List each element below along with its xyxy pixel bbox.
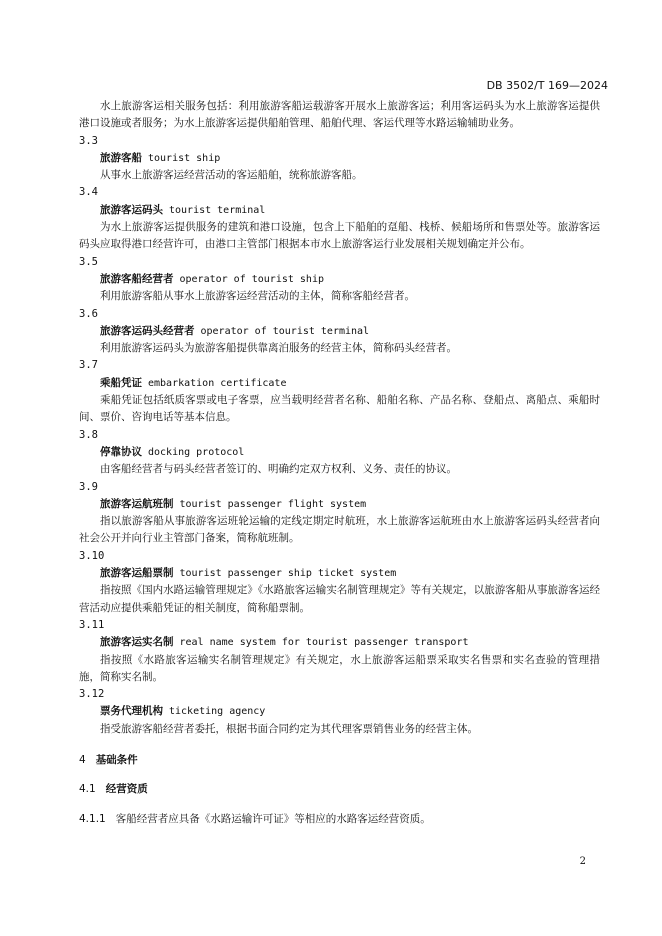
term-name-zh: 旅游客运航班制 bbox=[100, 497, 174, 510]
term-number: 3.10 bbox=[79, 549, 105, 562]
term-title bbox=[79, 565, 600, 582]
term-definition: 指以旅游客船从事旅游客运班轮运输的定线定期定时航班，水上旅游客运航班由水上旅游客运码头经营者向社会公开并向行业主管部门备案，简称航班制。 bbox=[79, 515, 600, 545]
term-entry bbox=[79, 254, 600, 306]
term-title bbox=[79, 634, 600, 651]
term-entry bbox=[79, 479, 600, 548]
term-number: 3.3 bbox=[79, 134, 98, 147]
section-title: 基础条件 bbox=[95, 753, 138, 766]
term-definition: 指受旅游客船经营者委托，根据书面合同约定为其代理客票销售业务的经营主体。 bbox=[100, 722, 478, 735]
term-title bbox=[79, 375, 600, 392]
term-entry bbox=[79, 357, 600, 426]
term-name-en: tourist terminal bbox=[169, 204, 266, 216]
term-number: 3.6 bbox=[79, 307, 98, 320]
term-name-zh: 乘船凭证 bbox=[100, 376, 142, 389]
term-title bbox=[79, 703, 600, 720]
term-name-zh: 旅游客运实名制 bbox=[100, 636, 174, 649]
term-number: 3.5 bbox=[79, 255, 98, 268]
term-name-en: real name system for tourist passenger transport bbox=[179, 637, 469, 649]
term-entry bbox=[79, 184, 600, 253]
term-list bbox=[79, 133, 600, 738]
term-title bbox=[79, 496, 600, 513]
term-name-en: tourist passenger ship ticket system bbox=[179, 568, 397, 580]
term-title bbox=[79, 271, 600, 288]
term-name-zh: 旅游客运码头经营者 bbox=[100, 324, 195, 337]
term-title bbox=[79, 202, 600, 219]
term-number: 3.9 bbox=[79, 480, 98, 493]
term-definition: 利用旅游客运码头为旅游客船提供靠离泊服务的经营主体，简称码头经营者。 bbox=[100, 342, 457, 355]
section-title: 经营资质 bbox=[105, 783, 148, 796]
section-heading-4-1 bbox=[79, 781, 600, 798]
term-number: 3.4 bbox=[79, 186, 98, 199]
term-number: 3.12 bbox=[79, 688, 105, 701]
term-name-zh: 旅游客船经营者 bbox=[100, 272, 174, 285]
term-number: 3.7 bbox=[79, 359, 98, 372]
term-definition: 为水上旅游客运提供服务的建筑和港口设施，包含上下船舶的趸船、栈桥、候船场所和售票处等。旅游客运码头应取得港口经营许可，由港口主管部门根据本市水上旅游客运行业发展相关规划确定并公布。 bbox=[79, 221, 600, 251]
term-name-zh: 旅游客运码头 bbox=[100, 203, 163, 216]
term-name-zh: 停靠协议 bbox=[100, 445, 142, 458]
section-number: 4.1 bbox=[79, 783, 96, 796]
term-title bbox=[79, 150, 600, 167]
term-definition: 指按照《国内水路运输管理规定》《水路旅客运输实名制管理规定》等有关规定，以旅游客船从事旅游客运经营活动应提供乘船凭证的相关制度，简称船票制。 bbox=[79, 584, 600, 614]
term-name-en: embarkation certificate bbox=[148, 377, 287, 389]
term-name-en: tourist passenger flight system bbox=[179, 498, 367, 510]
term-title bbox=[79, 444, 600, 461]
clause-4-1-1 bbox=[79, 811, 600, 828]
standard-number: DB 3502/T 169—2024 bbox=[486, 79, 608, 92]
term-entry bbox=[79, 617, 600, 686]
clause-number: 4.1.1 bbox=[79, 812, 106, 825]
term-name-zh: 票务代理机构 bbox=[100, 705, 163, 718]
term-definition: 从事水上旅游客运经营活动的客运船舶，统称旅游客船。 bbox=[100, 169, 363, 182]
intro-paragraph: 水上旅游客运相关服务包括：利用旅游客船运载游客开展水上旅游客运；利用客运码头为水上旅游客运提供港口设施或者服务；为水上旅游客运提供船舶管理、船舶代理、客运代理等水路运输辅助业务。 bbox=[79, 100, 600, 130]
term-name-en: operator of tourist terminal bbox=[200, 325, 370, 337]
term-number: 3.8 bbox=[79, 428, 98, 441]
term-name-en: operator of tourist ship bbox=[179, 273, 324, 285]
term-definition: 乘船凭证包括纸质客票或电子客票，应当载明经营者名称、船舶名称、产品名称、登船点、离船点、乘船时间、票价、咨询电话等基本信息。 bbox=[79, 394, 600, 424]
term-entry bbox=[79, 306, 600, 358]
term-name-en: docking protocol bbox=[148, 446, 245, 458]
page-number: 2 bbox=[579, 856, 586, 867]
section-heading-4 bbox=[79, 752, 600, 769]
term-entry bbox=[79, 548, 600, 617]
term-name-en: ticketing agency bbox=[169, 706, 266, 718]
term-entry bbox=[79, 686, 600, 738]
term-definition: 指按照《水路旅客运输实名制管理规定》有关规定，水上旅游客运船票采取实名售票和实名查验的管理措施，简称实名制。 bbox=[79, 653, 600, 683]
clause-text: 客船经营者应具备《水路运输许可证》等相应的水路客运经营资质。 bbox=[115, 812, 431, 825]
term-definition: 由客船经营者与码头经营者签订的、明确约定双方权利、义务、责任的协议。 bbox=[100, 463, 457, 476]
term-title bbox=[79, 323, 600, 340]
term-entry bbox=[79, 427, 600, 479]
document-body bbox=[79, 98, 600, 828]
term-name-zh: 旅游客运船票制 bbox=[100, 567, 174, 580]
term-entry bbox=[79, 133, 600, 185]
term-number: 3.11 bbox=[79, 618, 105, 631]
term-definition: 利用旅游客船从事水上旅游客运经营活动的主体，简称客船经营者。 bbox=[100, 290, 415, 303]
term-name-en: tourist ship bbox=[148, 152, 221, 164]
section-number: 4 bbox=[79, 753, 86, 766]
term-name-zh: 旅游客船 bbox=[100, 151, 142, 164]
